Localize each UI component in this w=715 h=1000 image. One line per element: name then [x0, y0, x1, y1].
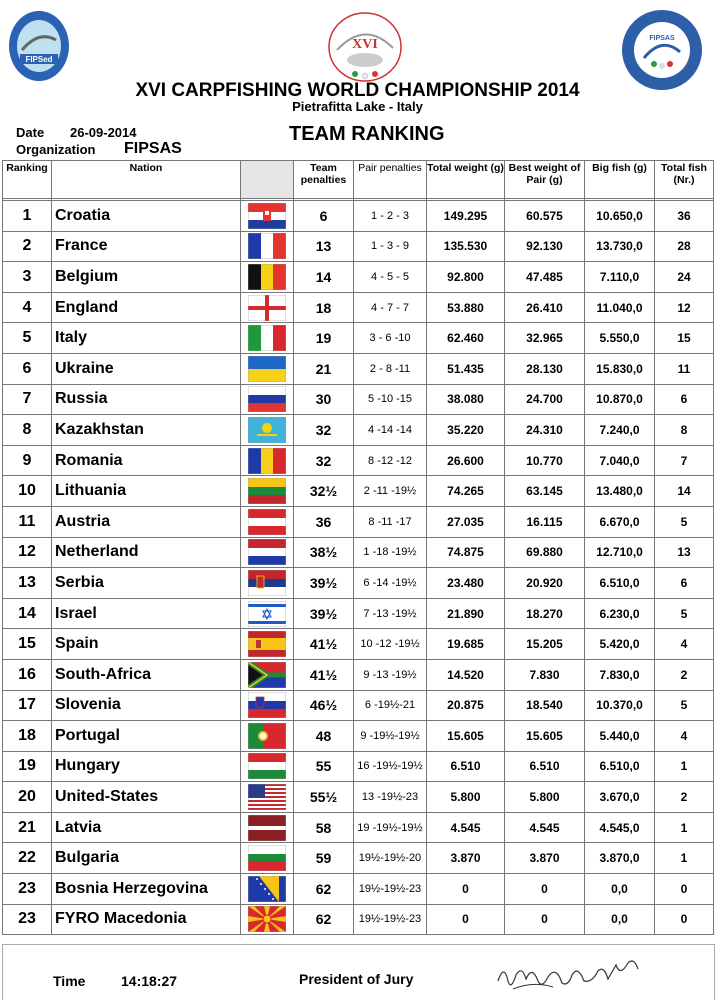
pair-penalties-cell: 13 -19½-23 [354, 782, 427, 813]
total-weight-cell: 149.295 [427, 201, 505, 232]
table-row [3, 812, 714, 843]
championship-logo-text: XVI [352, 37, 378, 52]
pair-penalties-cell: 4 -14 -14 [354, 415, 427, 446]
pair-penalties-cell: 8 -11 -17 [354, 506, 427, 537]
big-fish-cell: 6.510,0 [585, 568, 655, 599]
nation-cell: South-Africa [52, 659, 241, 690]
flag-cell [241, 323, 294, 354]
pair-penalties-cell: 19½-19½-23 [354, 904, 427, 935]
total-weight-cell: 74.265 [427, 476, 505, 507]
big-fish-cell: 6.230,0 [585, 598, 655, 629]
ukraine-flag-icon [248, 356, 286, 382]
big-fish-cell: 0,0 [585, 904, 655, 935]
total-weight-cell: 35.220 [427, 415, 505, 446]
fipsas-logo-text: FIPSAS [649, 35, 675, 42]
total-fish-cell: 0 [655, 904, 714, 935]
rank-cell: 23 [3, 904, 52, 935]
best-weight-cell: 20.920 [505, 568, 585, 599]
table-row [3, 782, 714, 813]
team-penalties-cell: 32 [294, 415, 354, 446]
nation-cell: Hungary [52, 751, 241, 782]
pair-penalties-cell: 2 - 8 -11 [354, 353, 427, 384]
big-fish-cell: 0,0 [585, 874, 655, 905]
best-weight-cell: 15.205 [505, 629, 585, 660]
pair-penalties-cell: 6 -19½-21 [354, 690, 427, 721]
team-penalties-cell: 14 [294, 262, 354, 293]
total-weight-cell: 74.875 [427, 537, 505, 568]
total-weight-cell: 62.460 [427, 323, 505, 354]
best-weight-cell: 32.965 [505, 323, 585, 354]
page-title: XVI CARPFISHING WORLD CHAMPIONSHIP 2014 [135, 80, 580, 101]
col-best-weight: Best weight of Pair (g) [505, 161, 585, 199]
pair-penalties-cell: 1 - 2 - 3 [354, 201, 427, 232]
rank-cell: 17 [3, 690, 52, 721]
nation-cell: Latvia [52, 812, 241, 843]
total-fish-cell: 36 [655, 201, 714, 232]
total-fish-cell: 14 [655, 476, 714, 507]
time-value: 14:18:27 [121, 973, 178, 989]
team-penalties-cell: 39½ [294, 598, 354, 629]
total-weight-cell: 135.530 [427, 231, 505, 262]
total-weight-cell: 14.520 [427, 659, 505, 690]
flag-cell [241, 292, 294, 323]
team-penalties-cell: 41½ [294, 659, 354, 690]
ranking-table-body [3, 199, 714, 935]
table-header-row [3, 161, 714, 199]
team-penalties-cell: 62 [294, 874, 354, 905]
total-fish-cell: 6 [655, 568, 714, 599]
table-row [3, 231, 714, 262]
table-row [3, 874, 714, 905]
table-row [3, 353, 714, 384]
rank-cell: 6 [3, 353, 52, 384]
nation-cell: Lithuania [52, 476, 241, 507]
total-fish-cell: 1 [655, 812, 714, 843]
total-fish-cell: 1 [655, 751, 714, 782]
col-total-fish: Total fish (Nr.) [655, 161, 714, 199]
rank-cell: 8 [3, 415, 52, 446]
flag-cell [241, 812, 294, 843]
rank-cell: 16 [3, 659, 52, 690]
total-weight-cell: 0 [427, 874, 505, 905]
pair-penalties-cell: 19 -19½-19½ [354, 812, 427, 843]
big-fish-cell: 6.670,0 [585, 506, 655, 537]
pair-penalties-cell: 1 - 3 - 9 [354, 231, 427, 262]
team-penalties-cell: 39½ [294, 568, 354, 599]
team-penalties-cell: 62 [294, 904, 354, 935]
team-penalties-cell: 21 [294, 353, 354, 384]
flag-cell [241, 659, 294, 690]
col-total-weight: Total weight (g) [427, 161, 505, 199]
date-label: Date [16, 125, 45, 140]
best-weight-cell: 3.870 [505, 843, 585, 874]
austria-flag-icon [248, 509, 286, 535]
total-fish-cell: 28 [655, 231, 714, 262]
lithuania-flag-icon [248, 478, 286, 504]
table-row [3, 323, 714, 354]
flag-cell [241, 506, 294, 537]
team-penalties-cell: 18 [294, 292, 354, 323]
fipsed-logo-text: FIPSed [25, 55, 53, 64]
rank-cell: 12 [3, 537, 52, 568]
pair-penalties-cell: 6 -14 -19½ [354, 568, 427, 599]
spain-flag-icon [248, 631, 286, 657]
organization-value: FIPSAS [124, 140, 182, 157]
organization-label: Organization [16, 142, 96, 157]
pair-penalties-cell: 2 -11 -19½ [354, 476, 427, 507]
total-fish-cell: 2 [655, 782, 714, 813]
total-weight-cell: 53.880 [427, 292, 505, 323]
flag-cell [241, 843, 294, 874]
big-fish-cell: 7.830,0 [585, 659, 655, 690]
big-fish-cell: 10.650,0 [585, 201, 655, 232]
table-row [3, 629, 714, 660]
pair-penalties-cell: 3 - 6 -10 [354, 323, 427, 354]
nation-cell: Bulgaria [52, 843, 241, 874]
rank-cell: 20 [3, 782, 52, 813]
pair-penalties-cell: 7 -13 -19½ [354, 598, 427, 629]
pair-penalties-cell: 16 -19½-19½ [354, 751, 427, 782]
flag-cell [241, 690, 294, 721]
big-fish-cell: 15.830,0 [585, 353, 655, 384]
big-fish-cell: 10.370,0 [585, 690, 655, 721]
flag-cell [241, 353, 294, 384]
best-weight-cell: 16.115 [505, 506, 585, 537]
rank-cell: 11 [3, 506, 52, 537]
table-row [3, 201, 714, 232]
flag-cell [241, 782, 294, 813]
total-weight-cell: 92.800 [427, 262, 505, 293]
nation-cell: France [52, 231, 241, 262]
table-row [3, 415, 714, 446]
nation-cell: England [52, 292, 241, 323]
nation-cell: Israel [52, 598, 241, 629]
usa-flag-icon [248, 784, 286, 810]
time-label: Time [53, 973, 86, 989]
flag-cell [241, 445, 294, 476]
best-weight-cell: 24.310 [505, 415, 585, 446]
best-weight-cell: 0 [505, 874, 585, 905]
rank-cell: 14 [3, 598, 52, 629]
table-row [3, 659, 714, 690]
rank-cell: 13 [3, 568, 52, 599]
nation-cell: Croatia [52, 201, 241, 232]
table-row [3, 506, 714, 537]
pair-penalties-cell: 19½-19½-23 [354, 874, 427, 905]
nation-cell: Austria [52, 506, 241, 537]
best-weight-cell: 24.700 [505, 384, 585, 415]
latvia-flag-icon [248, 815, 286, 841]
team-penalties-cell: 19 [294, 323, 354, 354]
france-flag-icon [248, 233, 286, 259]
serbia-flag-icon [248, 570, 286, 596]
nation-cell: Spain [52, 629, 241, 660]
total-weight-cell: 19.685 [427, 629, 505, 660]
rank-cell: 7 [3, 384, 52, 415]
best-weight-cell: 5.800 [505, 782, 585, 813]
nation-cell: Serbia [52, 568, 241, 599]
big-fish-cell: 7.110,0 [585, 262, 655, 293]
portugal-flag-icon [248, 723, 286, 749]
best-weight-cell: 47.485 [505, 262, 585, 293]
best-weight-cell: 0 [505, 904, 585, 935]
nation-cell: Romania [52, 445, 241, 476]
pair-penalties-cell: 1 -18 -19½ [354, 537, 427, 568]
big-fish-cell: 12.710,0 [585, 537, 655, 568]
nation-cell: FYRO Macedonia [52, 904, 241, 935]
total-fish-cell: 13 [655, 537, 714, 568]
rank-cell: 18 [3, 721, 52, 752]
table-row [3, 598, 714, 629]
total-weight-cell: 20.875 [427, 690, 505, 721]
total-weight-cell: 4.545 [427, 812, 505, 843]
flag-cell [241, 384, 294, 415]
total-fish-cell: 2 [655, 659, 714, 690]
nation-cell: Russia [52, 384, 241, 415]
pair-penalties-cell: 19½-19½-20 [354, 843, 427, 874]
nation-cell: Kazakhstan [52, 415, 241, 446]
nation-cell: Italy [52, 323, 241, 354]
best-weight-cell: 15.605 [505, 721, 585, 752]
flag-cell [241, 874, 294, 905]
col-flag [241, 161, 294, 199]
netherland-flag-icon [248, 539, 286, 565]
total-fish-cell: 12 [655, 292, 714, 323]
rank-cell: 21 [3, 812, 52, 843]
total-fish-cell: 15 [655, 323, 714, 354]
total-weight-cell: 15.605 [427, 721, 505, 752]
pair-penalties-cell: 4 - 5 - 5 [354, 262, 427, 293]
nation-cell: Slovenia [52, 690, 241, 721]
kazakhstan-flag-icon [248, 417, 286, 443]
flag-cell [241, 201, 294, 232]
rank-cell: 10 [3, 476, 52, 507]
total-fish-cell: 4 [655, 629, 714, 660]
total-fish-cell: 6 [655, 384, 714, 415]
bosnia-flag-icon [248, 876, 286, 902]
total-weight-cell: 51.435 [427, 353, 505, 384]
total-weight-cell: 5.800 [427, 782, 505, 813]
best-weight-cell: 18.270 [505, 598, 585, 629]
col-ranking: Ranking [3, 161, 52, 199]
team-penalties-cell: 46½ [294, 690, 354, 721]
jury-label: President of Jury [299, 971, 414, 987]
big-fish-cell: 3.870,0 [585, 843, 655, 874]
table-row [3, 721, 714, 752]
rank-cell: 23 [3, 874, 52, 905]
team-penalties-cell: 48 [294, 721, 354, 752]
flag-cell [241, 415, 294, 446]
total-fish-cell: 4 [655, 721, 714, 752]
total-weight-cell: 3.870 [427, 843, 505, 874]
nation-cell: Bosnia Herzegovina [52, 874, 241, 905]
big-fish-cell: 11.040,0 [585, 292, 655, 323]
table-row [3, 568, 714, 599]
big-fish-cell: 13.480,0 [585, 476, 655, 507]
flag-cell [241, 476, 294, 507]
flag-cell [241, 598, 294, 629]
col-team-penalties: Team penalties [294, 161, 354, 199]
nation-cell: Netherland [52, 537, 241, 568]
best-weight-cell: 28.130 [505, 353, 585, 384]
table-row [3, 445, 714, 476]
england-flag-icon [248, 295, 286, 321]
total-fish-cell: 8 [655, 415, 714, 446]
russia-flag-icon [248, 386, 286, 412]
table-row [3, 904, 714, 935]
rank-cell: 1 [3, 201, 52, 232]
team-penalties-cell: 55 [294, 751, 354, 782]
big-fish-cell: 5.550,0 [585, 323, 655, 354]
team-penalties-cell: 32 [294, 445, 354, 476]
pair-penalties-cell: 8 -12 -12 [354, 445, 427, 476]
hungary-flag-icon [248, 753, 286, 779]
best-weight-cell: 7.830 [505, 659, 585, 690]
rank-cell: 3 [3, 262, 52, 293]
total-fish-cell: 24 [655, 262, 714, 293]
romania-flag-icon [248, 448, 286, 474]
table-row [3, 476, 714, 507]
total-weight-cell: 23.480 [427, 568, 505, 599]
total-weight-cell: 0 [427, 904, 505, 935]
italy-flag-icon [248, 325, 286, 351]
total-fish-cell: 5 [655, 506, 714, 537]
belgium-flag-icon [248, 264, 286, 290]
total-fish-cell: 5 [655, 690, 714, 721]
flag-cell [241, 262, 294, 293]
total-weight-cell: 6.510 [427, 751, 505, 782]
best-weight-cell: 63.145 [505, 476, 585, 507]
team-penalties-cell: 41½ [294, 629, 354, 660]
total-weight-cell: 26.600 [427, 445, 505, 476]
big-fish-cell: 5.420,0 [585, 629, 655, 660]
col-nation: Nation [52, 161, 241, 199]
pair-penalties-cell: 9 -13 -19½ [354, 659, 427, 690]
flag-cell [241, 904, 294, 935]
table-row [3, 384, 714, 415]
pair-penalties-cell: 5 -10 -15 [354, 384, 427, 415]
best-weight-cell: 6.510 [505, 751, 585, 782]
big-fish-cell: 5.440,0 [585, 721, 655, 752]
israel-flag-icon [248, 601, 286, 627]
bulgaria-flag-icon [248, 845, 286, 871]
team-penalties-cell: 30 [294, 384, 354, 415]
col-big-fish: Big fish (g) [585, 161, 655, 199]
page-subtitle: Pietrafitta Lake - Italy [292, 99, 423, 114]
col-pair-penalties: Pair penalties [354, 161, 427, 199]
total-weight-cell: 38.080 [427, 384, 505, 415]
nation-cell: Ukraine [52, 353, 241, 384]
croatia-flag-icon [248, 203, 286, 229]
big-fish-cell: 3.670,0 [585, 782, 655, 813]
flag-cell [241, 537, 294, 568]
total-weight-cell: 21.890 [427, 598, 505, 629]
flag-cell [241, 231, 294, 262]
team-penalties-cell: 36 [294, 506, 354, 537]
nation-cell: Belgium [52, 262, 241, 293]
big-fish-cell: 13.730,0 [585, 231, 655, 262]
team-penalties-cell: 32½ [294, 476, 354, 507]
flag-cell [241, 629, 294, 660]
rank-cell: 5 [3, 323, 52, 354]
rank-cell: 15 [3, 629, 52, 660]
table-row [3, 843, 714, 874]
slovenia-flag-icon [248, 692, 286, 718]
flag-cell [241, 568, 294, 599]
best-weight-cell: 60.575 [505, 201, 585, 232]
table-row [3, 292, 714, 323]
rank-cell: 19 [3, 751, 52, 782]
flag-cell [241, 721, 294, 752]
team-penalties-cell: 59 [294, 843, 354, 874]
big-fish-cell: 7.040,0 [585, 445, 655, 476]
total-fish-cell: 11 [655, 353, 714, 384]
pair-penalties-cell: 4 - 7 - 7 [354, 292, 427, 323]
big-fish-cell: 7.240,0 [585, 415, 655, 446]
rank-cell: 22 [3, 843, 52, 874]
team-penalties-cell: 6 [294, 201, 354, 232]
best-weight-cell: 4.545 [505, 812, 585, 843]
pair-penalties-cell: 10 -12 -19½ [354, 629, 427, 660]
best-weight-cell: 26.410 [505, 292, 585, 323]
table-row [3, 537, 714, 568]
best-weight-cell: 18.540 [505, 690, 585, 721]
table-row [3, 262, 714, 293]
best-weight-cell: 92.130 [505, 231, 585, 262]
total-fish-cell: 0 [655, 874, 714, 905]
championship-logo [325, 10, 405, 85]
macedonia-flag-icon [248, 906, 286, 932]
big-fish-cell: 6.510,0 [585, 751, 655, 782]
team-penalties-cell: 58 [294, 812, 354, 843]
fipsed-logo [8, 10, 70, 82]
best-weight-cell: 10.770 [505, 445, 585, 476]
footer [2, 944, 715, 1000]
big-fish-cell: 10.870,0 [585, 384, 655, 415]
total-fish-cell: 1 [655, 843, 714, 874]
team-penalties-cell: 38½ [294, 537, 354, 568]
pair-penalties-cell: 9 -19½-19½ [354, 721, 427, 752]
total-fish-cell: 5 [655, 598, 714, 629]
team-penalties-cell: 55½ [294, 782, 354, 813]
big-fish-cell: 4.545,0 [585, 812, 655, 843]
team-penalties-cell: 13 [294, 231, 354, 262]
table-row [3, 690, 714, 721]
southafrica-flag-icon [248, 662, 286, 688]
nation-cell: United-States [52, 782, 241, 813]
rank-cell: 4 [3, 292, 52, 323]
signature [493, 959, 663, 998]
rank-cell: 2 [3, 231, 52, 262]
rank-cell: 9 [3, 445, 52, 476]
flag-cell [241, 751, 294, 782]
date-value: 26-09-2014 [70, 125, 137, 140]
table-row [3, 751, 714, 782]
ranking-table [2, 160, 714, 935]
total-weight-cell: 27.035 [427, 506, 505, 537]
total-fish-cell: 7 [655, 445, 714, 476]
nation-cell: Portugal [52, 721, 241, 752]
ranking-title: TEAM RANKING [289, 123, 445, 145]
best-weight-cell: 69.880 [505, 537, 585, 568]
